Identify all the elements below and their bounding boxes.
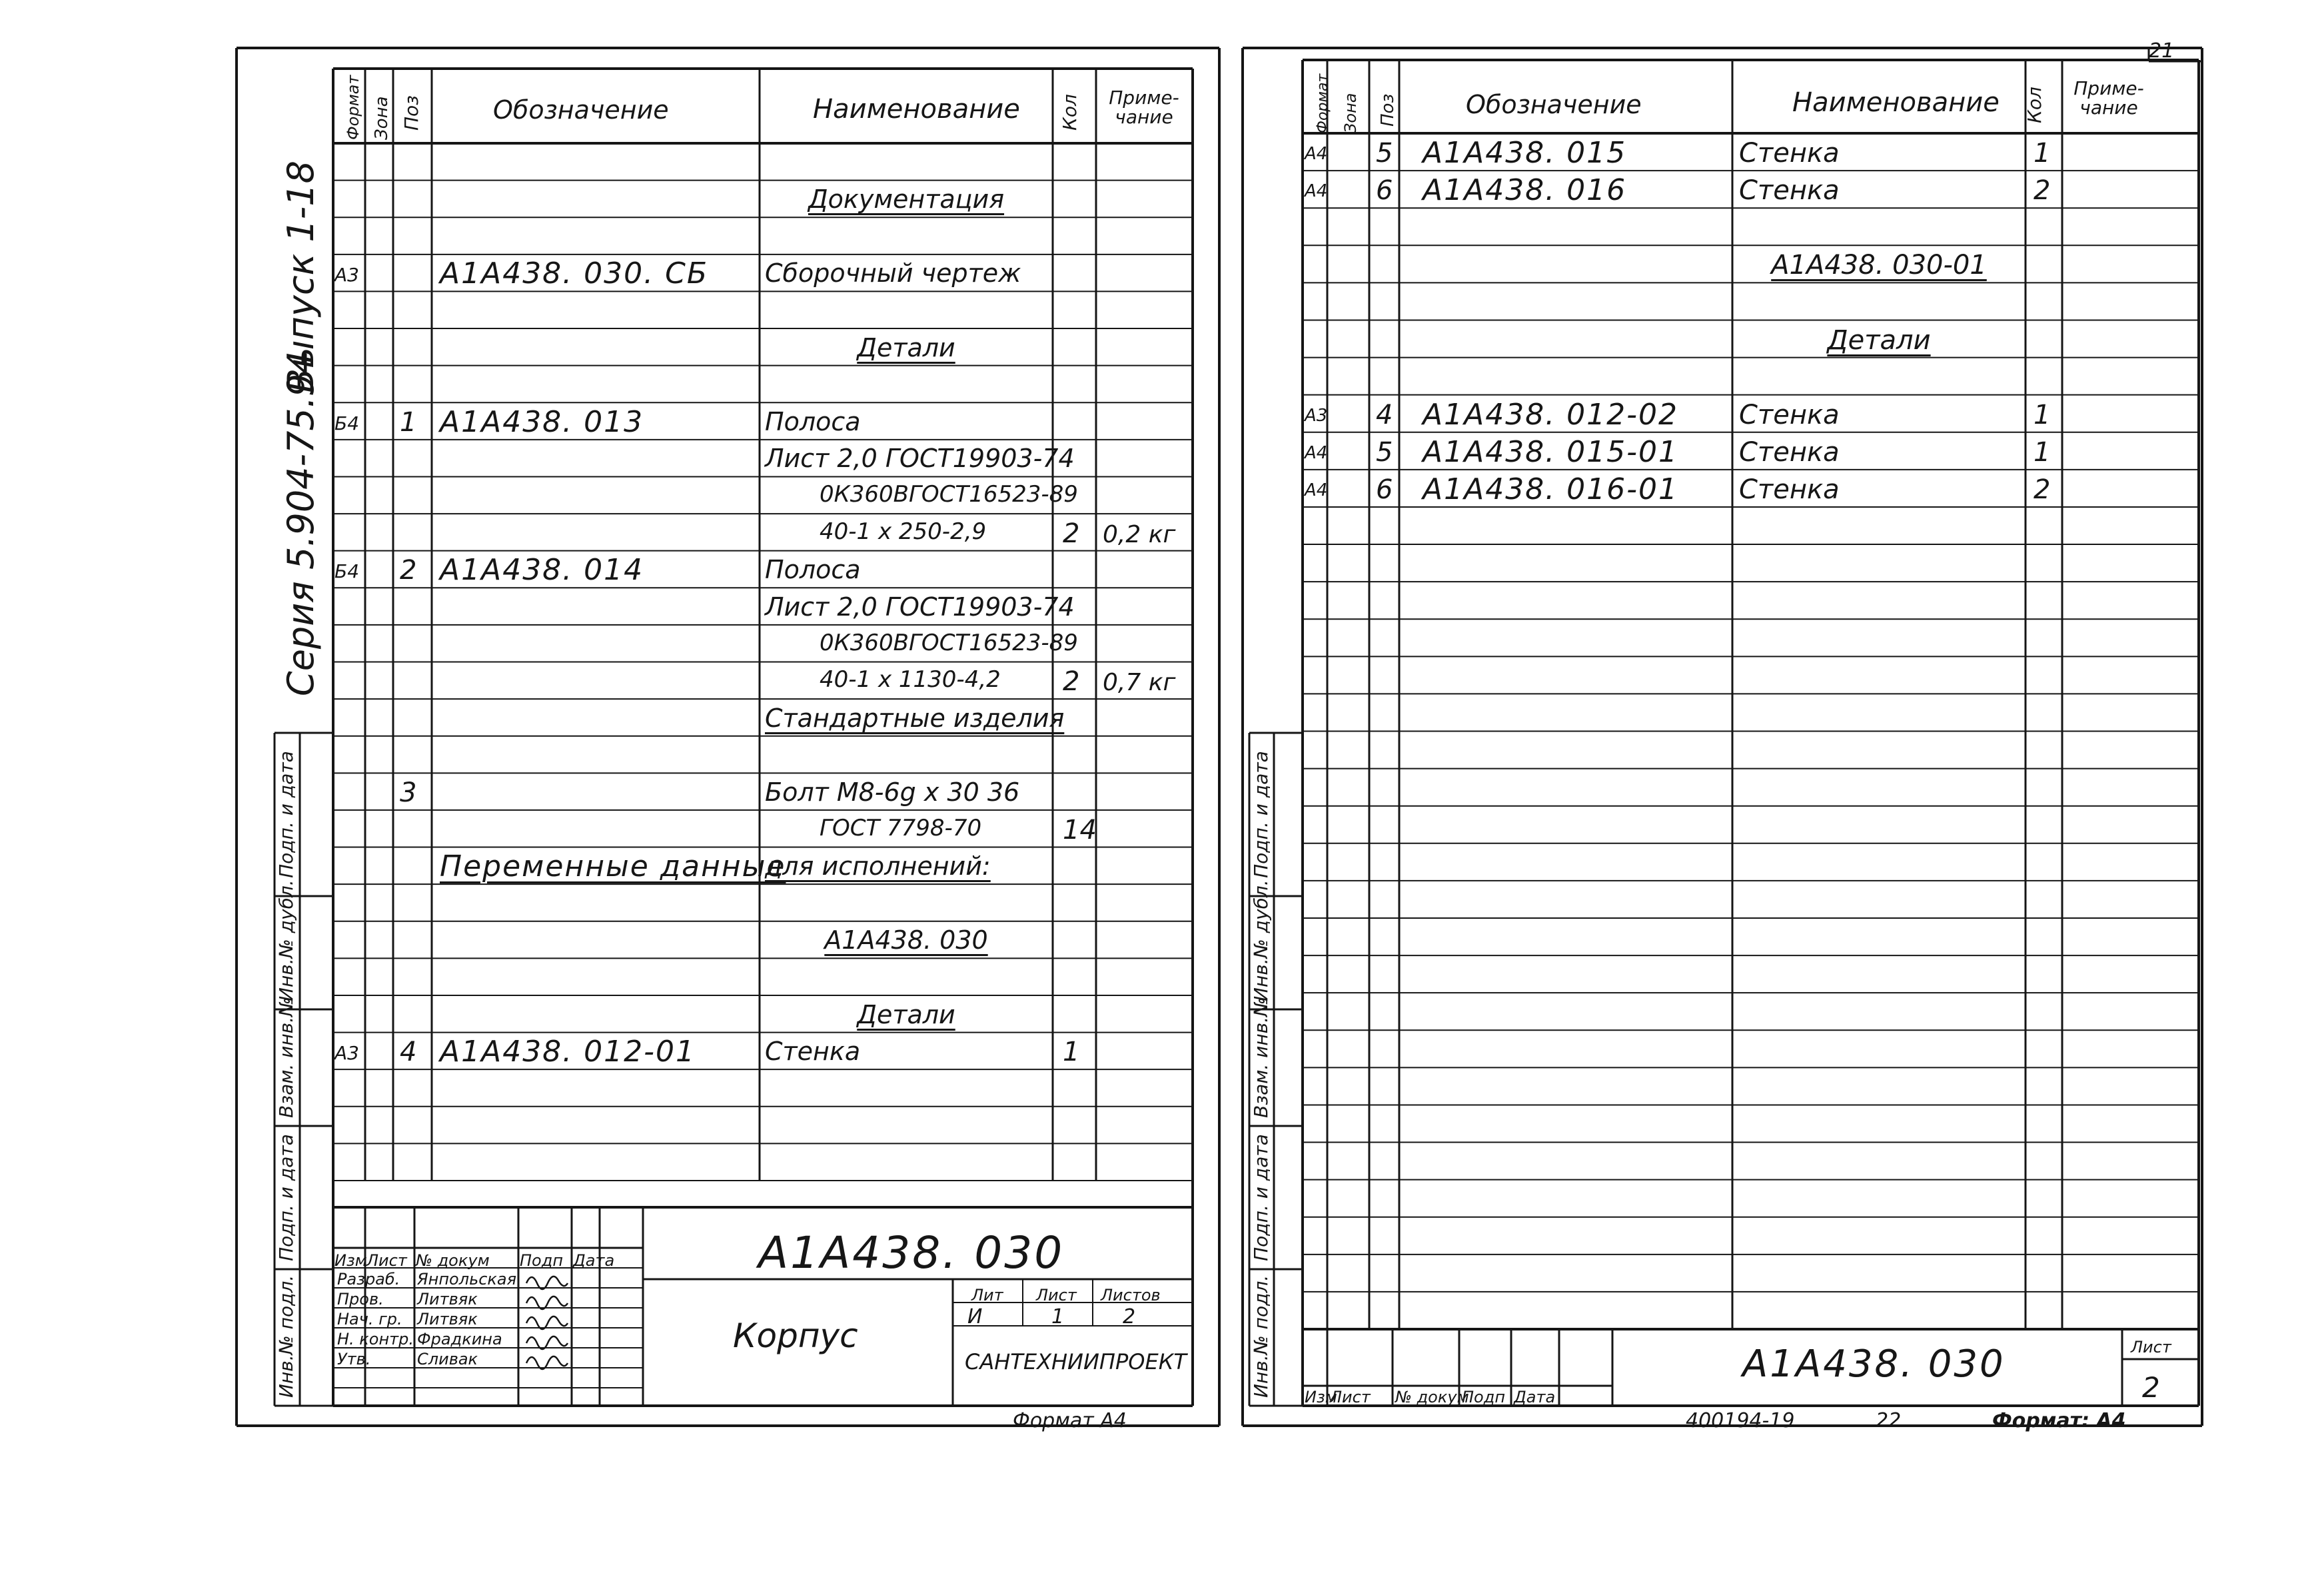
spec-position: 5 [1376, 436, 1393, 468]
spec-format: А3 [334, 1042, 359, 1065]
spec-designation: А1А438. 013 [440, 404, 644, 439]
r-header-designation: Обозначение [1466, 90, 1642, 119]
title-lit-label: Лит [971, 1286, 1003, 1305]
spec-name: Документация [808, 185, 1005, 215]
title-col-head: Подп [1462, 1388, 1506, 1406]
header-designation: Обозначение [493, 95, 669, 125]
title-role: Разраб. [337, 1270, 400, 1289]
side-stamp-label: Инв.№ подл. [275, 1275, 297, 1398]
spec-format: А3 [334, 264, 359, 286]
spec-designation: А1А438. 016 [1423, 173, 1627, 208]
header-zone: Зона [372, 96, 392, 140]
spec-note: 0,7 кг [1103, 669, 1176, 697]
title-col-head: Подп [520, 1251, 564, 1270]
r-title-sheet-label: Лист [2131, 1338, 2171, 1356]
spec-name: Стенка [1739, 436, 1840, 468]
title-col-head: Дата [1514, 1388, 1556, 1406]
series-label: Серия 5.904-75.94 [280, 350, 322, 696]
spec-designation: А1А438. 014 [440, 553, 644, 588]
spec-name: 40-1 х 250-2,9 [820, 518, 987, 545]
title-person: Фрадкина [417, 1330, 502, 1348]
spec-name: Стенка [765, 1037, 861, 1067]
header-pos: Поз [400, 95, 422, 131]
format-note-right: Формат: А4 [1992, 1409, 2126, 1432]
spec-name: Лист 2,0 ГОСТ19903-74 [765, 592, 1075, 622]
spec-designation: Переменные данные [440, 849, 786, 884]
spec-format: А4 [1305, 442, 1328, 463]
spec-quantity: 2 [2034, 175, 2051, 207]
spec-name: 0К360ВГОСТ16523-89 [820, 629, 1078, 656]
bottom-code: 400194-19 [1686, 1409, 1795, 1432]
spec-name: Стенка [1739, 474, 1840, 505]
title-doc-number: А1А438. 030 [758, 1227, 1065, 1279]
spec-quantity: 14 [1063, 814, 1097, 845]
title-role: Утв. [337, 1350, 371, 1368]
spec-format: А3 [1305, 405, 1328, 426]
title-col-head: Лист [1330, 1388, 1371, 1406]
spec-name: для исполнений: [765, 851, 991, 881]
spec-name: Болт М8-6g х 30 36 [765, 777, 1020, 807]
spec-designation: А1А438. 012-01 [440, 1035, 696, 1069]
spec-format: А4 [1305, 480, 1328, 500]
title-sheets-label: Листов [1101, 1286, 1161, 1305]
spec-name: Полоса [765, 555, 861, 585]
r-header-qty: Кол [2024, 87, 2045, 123]
spec-position: 6 [1376, 175, 1393, 207]
title-role: Пров. [337, 1290, 384, 1308]
spec-position: 3 [400, 777, 417, 808]
r-title-sheet: 2 [2142, 1371, 2160, 1404]
spec-position: 6 [1376, 474, 1393, 505]
spec-quantity: 2 [2034, 474, 2051, 505]
spec-name: Сборочный чертеж [765, 259, 1021, 288]
spec-format: Б4 [334, 560, 360, 583]
spec-name: Лист 2,0 ГОСТ19903-74 [765, 444, 1075, 474]
header-name: Наименование [813, 94, 1020, 125]
spec-designation: А1А438. 030. СБ [440, 257, 709, 291]
spec-format: А4 [1305, 181, 1328, 202]
title-person: Янпольская [417, 1270, 517, 1289]
spec-position: 2 [400, 555, 417, 586]
spec-quantity: 1 [2034, 399, 2051, 430]
spec-name: Стенка [1739, 399, 1840, 430]
title-role: Нач. гр. [337, 1310, 402, 1328]
spec-name: А1А438. 030 [824, 925, 988, 955]
spec-name: Стенка [1739, 175, 1840, 207]
spec-designation: А1А438. 015 [1423, 136, 1627, 171]
title-lit: И [967, 1305, 983, 1328]
title-col-head: Изм [1305, 1388, 1337, 1406]
title-sheets: 2 [1123, 1305, 1136, 1328]
spec-name: Стандартные изделия [765, 703, 1065, 733]
r-header-name: Наименование [1792, 87, 2000, 118]
spec-name: 0К360ВГОСТ16523-89 [820, 481, 1078, 508]
header-note: Приме-чание [1109, 87, 1179, 129]
spec-quantity: 2 [1063, 666, 1080, 698]
spec-position: 1 [400, 406, 417, 438]
side-stamp-label: Инв.№ подл. [1250, 1275, 1272, 1398]
side-stamp-label: Инв.№ дубл. [275, 879, 297, 1001]
spec-format: Б4 [334, 412, 360, 434]
header-qty: Кол [1059, 94, 1081, 131]
r-title-doc-number: А1А438. 030 [1742, 1342, 2006, 1386]
issue-label: Выпуск 1-18 [280, 161, 322, 393]
spec-designation: А1А438. 015-01 [1423, 434, 1678, 469]
title-sheet-label: Лист [1036, 1286, 1077, 1305]
spec-position: 4 [400, 1037, 417, 1068]
page-corner-number: 21 [2149, 39, 2175, 63]
title-person: Литвяк [417, 1290, 478, 1308]
title-person: Литвяк [417, 1310, 478, 1328]
header-format: Формат [344, 75, 362, 140]
spec-position: 5 [1376, 138, 1393, 169]
spec-position: 4 [1376, 399, 1393, 430]
side-stamp-label: Подп. и дата [1250, 1134, 1272, 1261]
title-role: Н. контр. [337, 1330, 414, 1348]
spec-quantity: 1 [1063, 1037, 1080, 1068]
side-stamp-label: Взам. инв.№ [275, 997, 297, 1118]
title-col-head: № докум [416, 1251, 490, 1270]
spec-name: Детали [857, 999, 955, 1029]
r-header-pos: Поз [1378, 93, 1398, 127]
bottom-num: 22 [1876, 1409, 1902, 1432]
title-person: Сливак [417, 1350, 478, 1368]
spec-quantity: 1 [2034, 436, 2051, 468]
side-stamp-label: Инв.№ дубл. [1250, 879, 1272, 1001]
spec-name: А1А438. 030-01 [1771, 250, 1987, 281]
spec-designation: А1А438. 012-02 [1423, 397, 1678, 432]
side-stamp-label: Взам. инв.№ [1250, 997, 1272, 1118]
spec-name: Полоса [765, 406, 861, 436]
r-header-format: Формат [1315, 73, 1331, 133]
spec-name: Стенка [1739, 138, 1840, 169]
title-col-head: Изм [334, 1251, 367, 1270]
spec-note: 0,2 кг [1103, 520, 1176, 548]
spec-quantity: 1 [2034, 138, 2051, 169]
title-name: Корпус [733, 1316, 858, 1355]
title-col-head: Дата [573, 1251, 615, 1270]
r-header-note: Приме-чание [2073, 77, 2144, 119]
spec-name: Детали [857, 332, 955, 362]
spec-name: Детали [1827, 324, 1931, 356]
side-stamp-label: Подп. и дата [275, 751, 297, 878]
title-org: САНТЕХНИИПРОЕКТ [965, 1349, 1187, 1374]
side-stamp-label: Подп. и дата [275, 1134, 297, 1261]
side-stamp-label: Подп. и дата [1250, 751, 1272, 878]
r-header-zone: Зона [1341, 93, 1360, 133]
spec-designation: А1А438. 016-01 [1423, 472, 1678, 506]
format-note-left: Формат А4 [1013, 1409, 1127, 1432]
spec-name: 40-1 х 1130-4,2 [820, 666, 1001, 694]
spec-format: А4 [1305, 144, 1328, 165]
title-col-head: № докум [1395, 1388, 1469, 1406]
spec-name: ГОСТ 7798-70 [820, 814, 982, 841]
title-col-head: Лист [366, 1251, 407, 1270]
title-sheet: 1 [1051, 1305, 1065, 1328]
spec-quantity: 2 [1063, 518, 1080, 549]
